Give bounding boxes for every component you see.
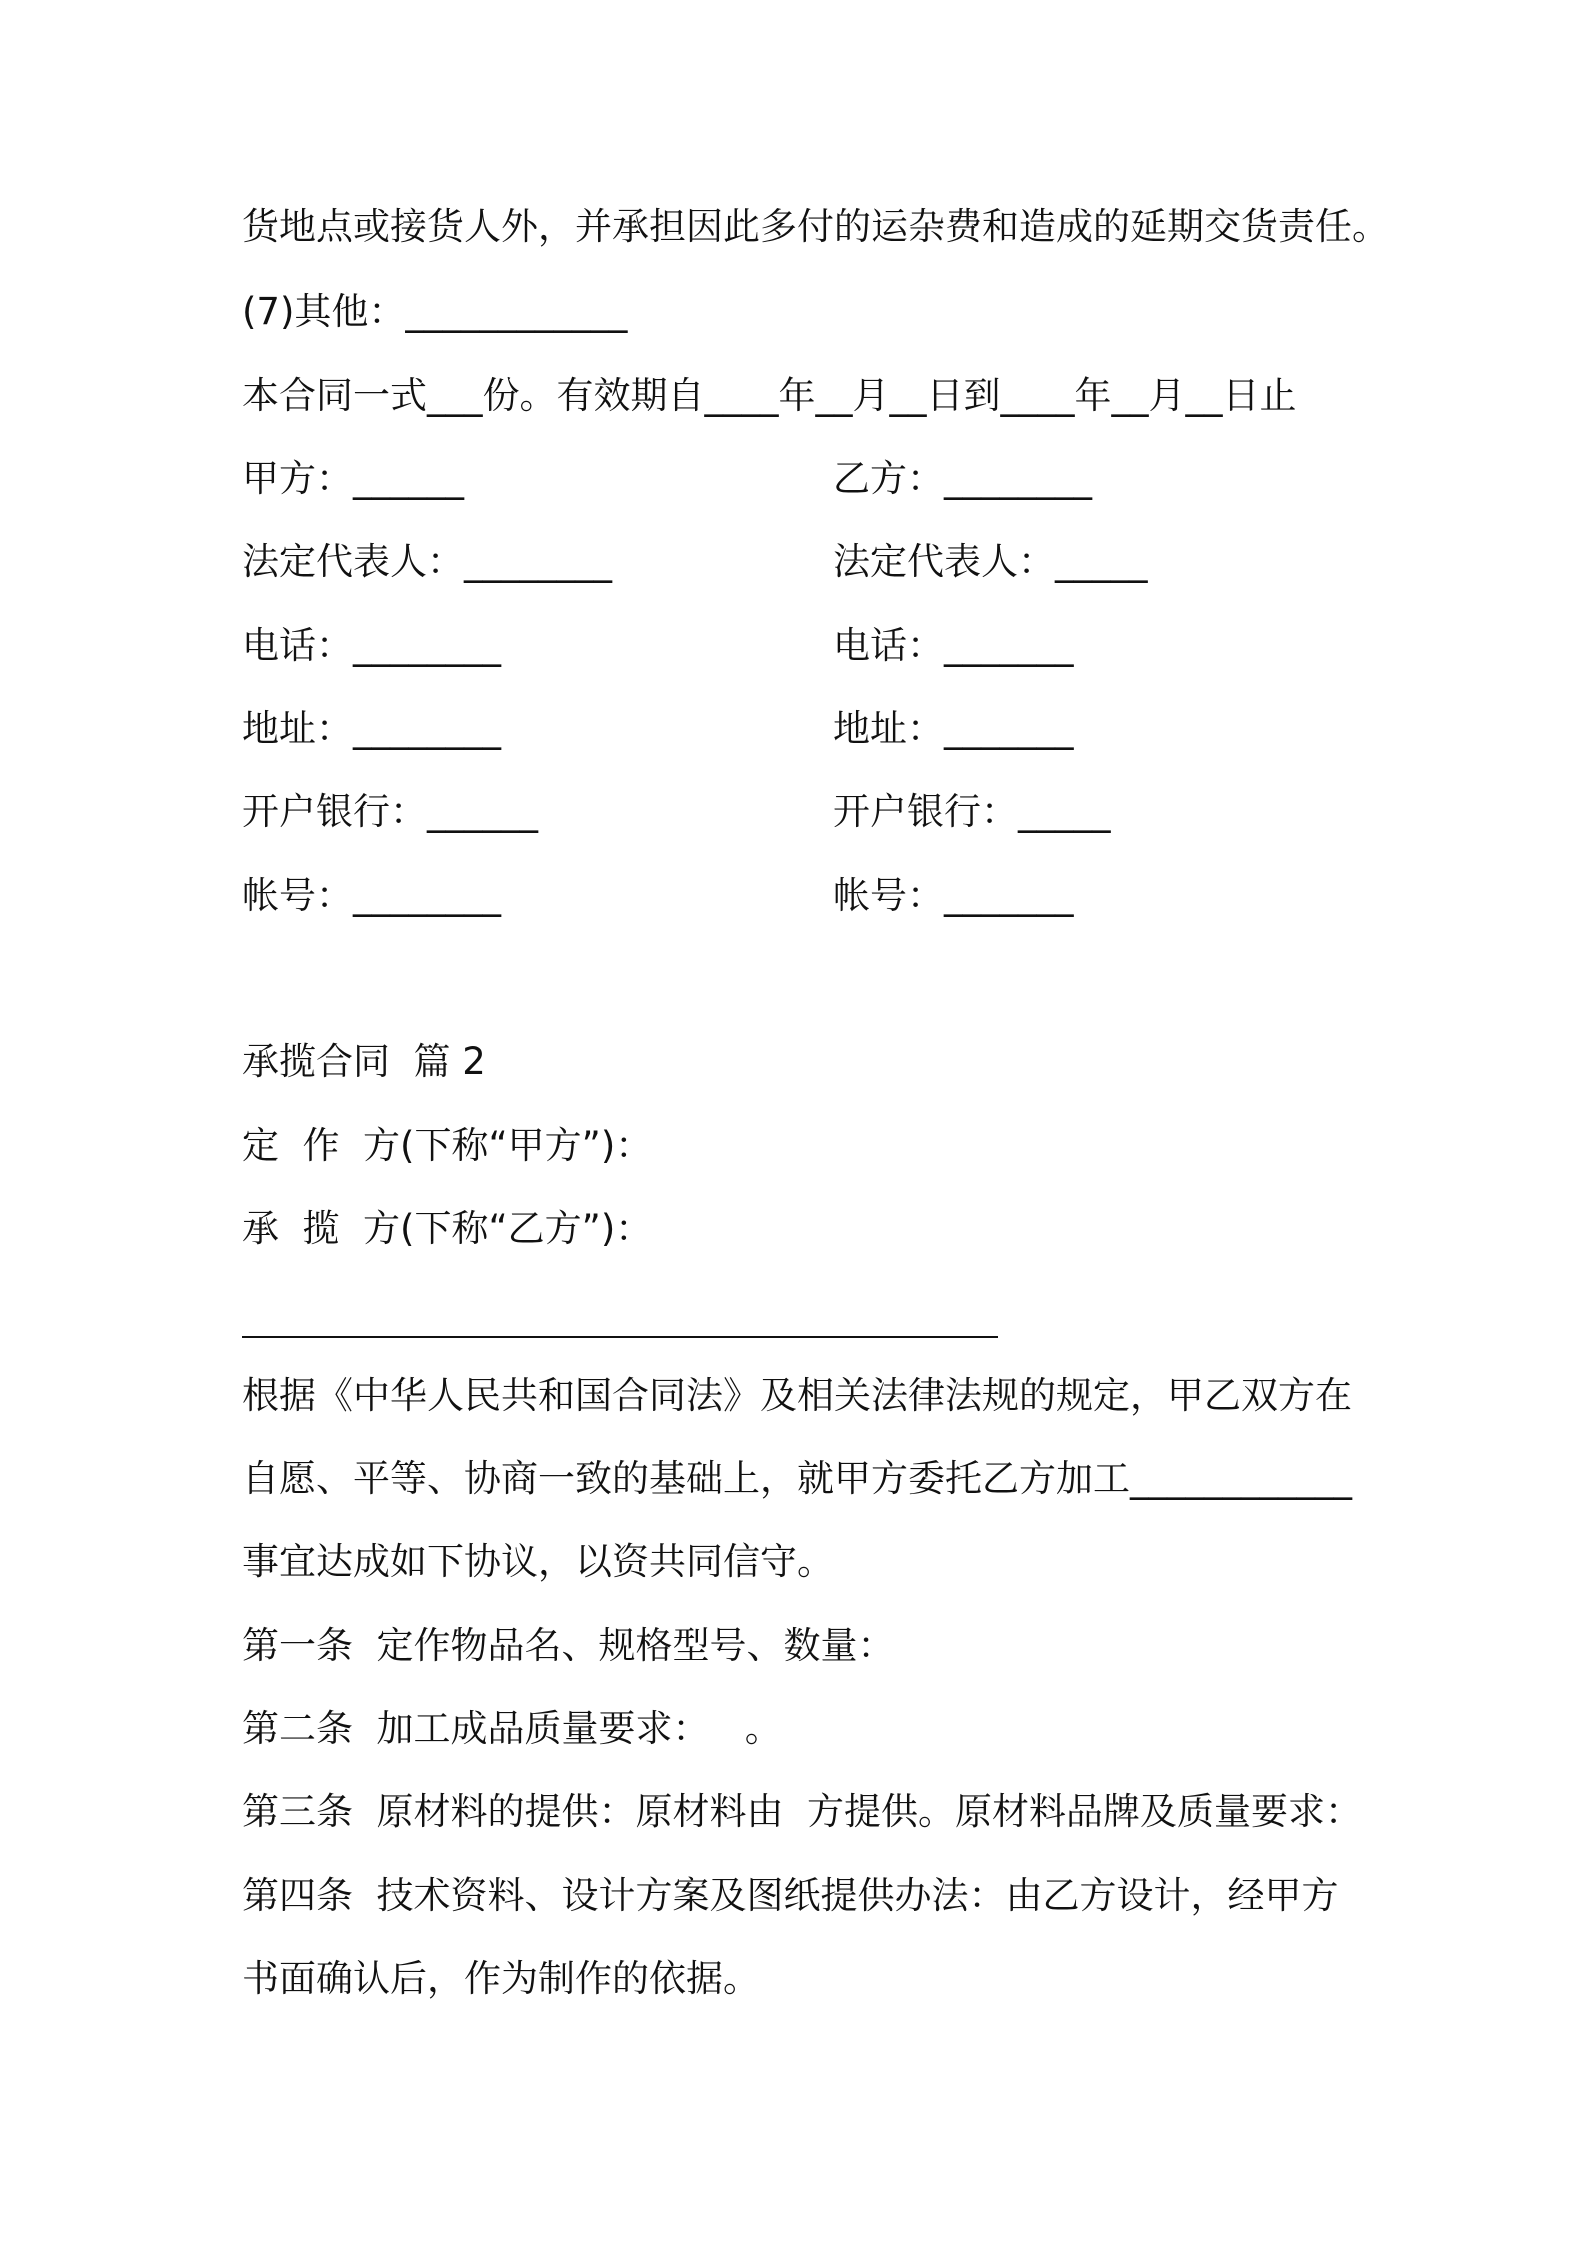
party-a-account: 帐号：________ — [242, 874, 501, 917]
party-b-bank: 开户银行：_____ — [833, 790, 1111, 833]
party-a-phone: 电话：________ — [242, 624, 501, 667]
preamble-line-2: 自愿、平等、协商一致的基础上，就甲方委托乙方加工____________ — [242, 1457, 1352, 1500]
party-b-address: 地址：_______ — [833, 707, 1074, 750]
party-a-address: 地址：________ — [242, 707, 501, 750]
party-b-name: 乙方：________ — [833, 457, 1092, 500]
text-line-copies-validity: 本合同一式___份。有效期自____年__月__日到____年__月__日止 — [242, 374, 1297, 417]
article-4-continued: 书面确认后，作为制作的依据。 — [242, 1957, 760, 2000]
party-b-account: 帐号：_______ — [833, 874, 1074, 917]
preamble-line-1: 根据《中华人民共和国合同法》及相关法律法规的规定，甲乙双方在 — [242, 1374, 1352, 1417]
party-b-phone: 电话：_______ — [833, 624, 1074, 667]
text-line-other: (7)其他：____________ — [242, 290, 628, 333]
article-2: 第二条 加工成品质量要求： 。 — [242, 1707, 782, 1750]
contractor-party-line: 承 揽 方(下称“乙方”)： — [242, 1207, 653, 1250]
party-a-representative: 法定代表人：________ — [242, 540, 612, 583]
blank-underline — [242, 1336, 998, 1338]
party-a-bank: 开户银行：______ — [242, 790, 538, 833]
article-4: 第四条 技术资料、设计方案及图纸提供办法：由乙方设计，经甲方 — [242, 1874, 1339, 1917]
party-b-representative: 法定代表人：_____ — [833, 540, 1148, 583]
preamble-line-3: 事宜达成如下协议，以资共同信守。 — [242, 1540, 834, 1583]
section-heading: 承揽合同 篇 2 — [242, 1040, 486, 1083]
article-3: 第三条 原材料的提供：原材料由 方提供。原材料品牌及质量要求： — [242, 1790, 1363, 1833]
party-a-name: 甲方：______ — [242, 457, 464, 500]
text-line-delivery-responsibility: 货地点或接货人外，并承担因此多付的运杂费和造成的延期交货责任。 — [242, 205, 1389, 248]
maker-party-line: 定 作 方(下称“甲方”)： — [242, 1124, 653, 1167]
article-1: 第一条 定作物品名、规格型号、数量： — [242, 1624, 895, 1667]
